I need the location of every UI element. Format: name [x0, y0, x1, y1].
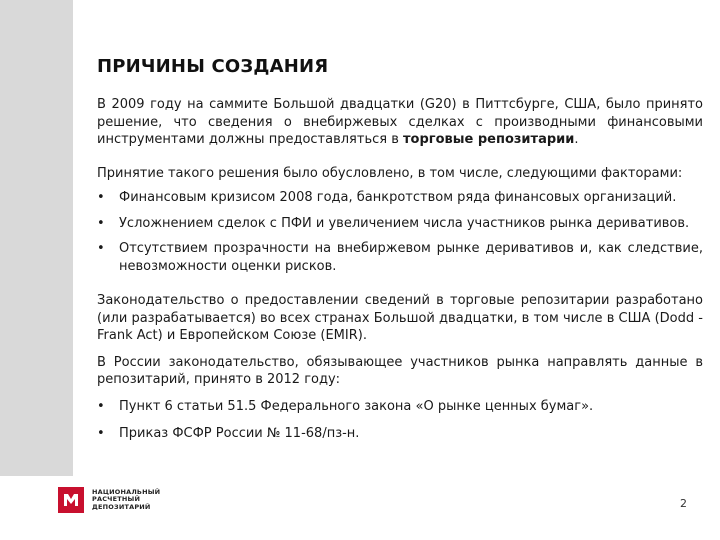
slide-content — [97, 96, 703, 453]
list-item-text: Пункт 6 статьи 51.5 Федерального закона «О рынке ценных бумаг». — [119, 398, 594, 414]
russia-paragraph: В России законодательство, обязывающее участников рынка направлять данные в репозитарий, принято в 2012 году: — [97, 354, 703, 387]
bullet-icon: • — [97, 398, 105, 414]
intro-paragraph — [97, 96, 703, 149]
laws-list — [97, 398, 703, 443]
intro-end: . — [574, 132, 579, 147]
list-item — [97, 398, 703, 416]
factors-intro: Принятие такого решения было обусловлено, в том числе, следующими факторами: — [97, 165, 683, 181]
side-band — [0, 0, 73, 476]
nsd-logo-icon — [58, 487, 84, 513]
list-item-text: Усложнением сделок с ПФИ и увеличением числа участников рынка деривативов. — [119, 215, 690, 231]
list-item-text: Приказ ФСФР России № 11-68/пз-н. — [119, 426, 360, 441]
slide-title: ПРИЧИНЫ СОЗДАНИЯ — [97, 56, 329, 77]
factors-list — [97, 189, 703, 275]
company-logo — [58, 487, 160, 513]
bullet-icon: • — [97, 190, 105, 205]
list-item — [97, 215, 703, 233]
logo-line-1: НАЦИОНАЛЬНЫЙ — [92, 487, 161, 496]
list-item — [97, 425, 703, 443]
list-item-text: Финансовым кризисом 2008 года, банкротством ряда финансовых организаций. — [119, 190, 677, 205]
bullet-icon: • — [97, 215, 105, 231]
logo-wordmark — [92, 489, 160, 512]
intro-text: В 2009 году на саммите Большой двадцатки (G20) в Питтсбурге, США, было принято решение, что сведения о внебиржевых сделках с производными финансовыми инструментами должны предоставляться в — [97, 97, 703, 147]
list-item — [97, 189, 703, 207]
bullet-icon: • — [97, 426, 105, 441]
intro-bold-term: торговые репозитарии — [403, 132, 575, 147]
page-number: 2 — [680, 497, 687, 510]
list-item — [97, 240, 703, 275]
bullet-icon: • — [97, 241, 105, 256]
logo-line-2: РАСЧЕТНЫЙ — [92, 495, 141, 504]
logo-line-3: ДЕПОЗИТАРИЙ — [92, 502, 151, 511]
legislation-paragraph: Законодательство о предоставлении сведений в торговые репозитарии разработано (или разрабатывается) во всех странах Большой двадцатки, в том числе в США (Dodd -Frank Act) и Европейском Союзе (EMIR). — [97, 293, 703, 343]
list-item-text: Отсутствием прозрачности на внебиржевом рынке деривативов и, как следствие, невозможности оценки рисков. — [119, 241, 703, 274]
